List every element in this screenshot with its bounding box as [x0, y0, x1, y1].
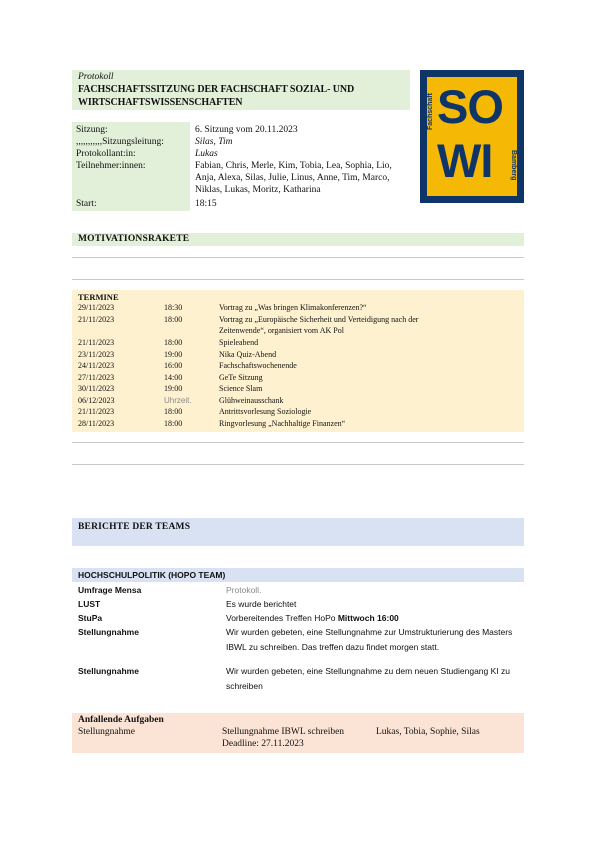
termin-description: Vortrag zu „Europäische Sicherheit und Verteidigung nach der Zeitenwende“, organisiert vom AK Pol: [219, 315, 419, 335]
termin-time: 18:00: [164, 419, 183, 428]
termin-description: Ringvorlesung „Nachhaltige Finanzen“: [219, 419, 346, 428]
termin-date: 21/11/2023: [78, 315, 115, 324]
termine-heading: TERMINE: [78, 292, 119, 302]
termin-date: 21/11/2023: [78, 338, 115, 347]
termin-time: 18:30: [164, 303, 183, 312]
termin-description: Spieleabend: [219, 338, 259, 347]
termin-date: 30/11/2023: [78, 384, 115, 393]
hopo-value-stellungnahme-ki: Wir wurden gebeten, eine Stellungnahme zu dem neuen Studiengang KI zu schreiben: [226, 666, 510, 691]
meta-label-sitzungsleitung: ,,,,,,,,,,,Sitzungsleitung:: [76, 137, 164, 147]
termin-date: 27/11/2023: [78, 373, 115, 382]
logo-text-line1: SO: [437, 80, 503, 133]
meta-value-protokollant: Lukas: [195, 149, 218, 159]
aufgaben-deadline: Deadline: 27.11.2023: [222, 739, 304, 749]
termin-time: 16:00: [164, 361, 183, 370]
hopo-label-stellungnahme-ibwl: Stellungnahme: [78, 627, 139, 637]
logo-text-line2: WI: [437, 134, 493, 187]
hopo-label-umfrage: Umfrage Mensa: [78, 585, 142, 595]
termin-description: GeTe Sitzung: [219, 373, 263, 382]
termin-description: Fachschaftswochenende: [219, 361, 297, 370]
termin-date: 06/12/2023: [78, 396, 115, 405]
hopo-value-stellungnahme-ibwl: Wir wurden gebeten, eine Stellungnahme zur Umstrukturierung des Masters IBWL zu schreiben. Das treffen dazu findet morgen statt.: [226, 627, 513, 652]
sowi-logo: [420, 70, 524, 203]
termin-description: Science Slam: [219, 384, 263, 393]
termin-description: Glühweinausschank: [219, 396, 284, 405]
hopo-value-stupa: [226, 611, 522, 626]
hopo-value-umfrage: Protokoll.: [226, 585, 262, 595]
termin-time: 18:00: [164, 315, 183, 324]
termin-time: 19:00: [164, 384, 183, 393]
divider: [72, 279, 524, 280]
aufgaben-people: Lukas, Tobia, Sophie, Silas: [376, 727, 480, 737]
divider: [72, 257, 524, 258]
termin-time: 19:00: [164, 350, 183, 359]
meta-label-sitzung: Sitzung:: [76, 125, 108, 135]
berichte-heading: BERICHTE DER TEAMS: [78, 522, 191, 532]
termin-date: 21/11/2023: [78, 407, 115, 416]
hopo-value-stupa-text: Vorbereitendes Treffen HoPo: [226, 613, 338, 623]
aufgaben-label: Stellungnahme: [78, 727, 135, 737]
termin-date: 28/11/2023: [78, 419, 115, 428]
termin-date: 24/11/2023: [78, 361, 115, 370]
aufgaben-task: Stellungnahme IBWL schreiben: [222, 727, 345, 737]
termin-time: 18:00: [164, 407, 183, 416]
hopo-label-lust: LUST: [78, 599, 101, 609]
termin-description: Nika Quiz-Abend: [219, 350, 277, 359]
termin-description: Vortrag zu „Was bringen Klimakonferenzen?“: [219, 303, 367, 312]
meta-label-protokollant: Protokollant:in:: [76, 149, 136, 159]
hopo-label-stellungnahme-ki: Stellungnahme: [78, 666, 139, 676]
meta-label-start: Start:: [76, 199, 97, 209]
meta-label-teilnehmer: Teilnehmer:innen:: [76, 161, 146, 171]
termin-date: 29/11/2023: [78, 303, 115, 312]
meta-value-sitzungsleitung: Silas, Tim: [195, 137, 233, 147]
meta-value-sitzung: 6. Sitzung vom 20.11.2023: [195, 125, 298, 135]
hopo-label-stupa: StuPa: [78, 613, 103, 623]
termin-time: Uhrzeit.: [164, 396, 192, 405]
termin-description: Antrittsvorlesung Soziologie: [219, 407, 312, 416]
document-type: Protokoll: [78, 72, 114, 82]
logo-side-text-left: Fachschaft: [427, 93, 434, 131]
divider: [72, 464, 524, 465]
hopo-value-stupa-time: Mittwoch 16:00: [337, 613, 399, 623]
document-title: FACHSCHAFTSSITZUNG DER FACHSCHAFT SOZIAL- UND WIRTSCHAFTSWISSENSCHAFTEN: [78, 84, 355, 108]
meta-value-teilnehmer: Fabian, Chris, Merle, Kim, Tobia, Lea, Sophia, Lio, Anja, Alexa, Silas, Julie, Linus, Anne, Tim, Marco, Niklas, Lukas, Moritz, Katharina: [195, 161, 392, 195]
termin-date: 23/11/2023: [78, 350, 115, 359]
meta-value-start: 18:15: [195, 199, 217, 209]
hopo-heading: HOCHSCHULPOLITIK (HOPO TEAM): [78, 570, 226, 580]
motivation-heading: MOTIVATIONSRAKETE: [78, 234, 190, 244]
termin-time: 18:00: [164, 338, 183, 347]
divider: [72, 442, 524, 443]
logo-panel: [427, 77, 517, 196]
logo-side-text-right: Bamberg: [510, 149, 517, 181]
aufgaben-heading: Anfallende Aufgaben: [78, 715, 164, 725]
hopo-value-lust: Es wurde berichtet: [226, 599, 297, 609]
termin-time: 14:00: [164, 373, 183, 382]
